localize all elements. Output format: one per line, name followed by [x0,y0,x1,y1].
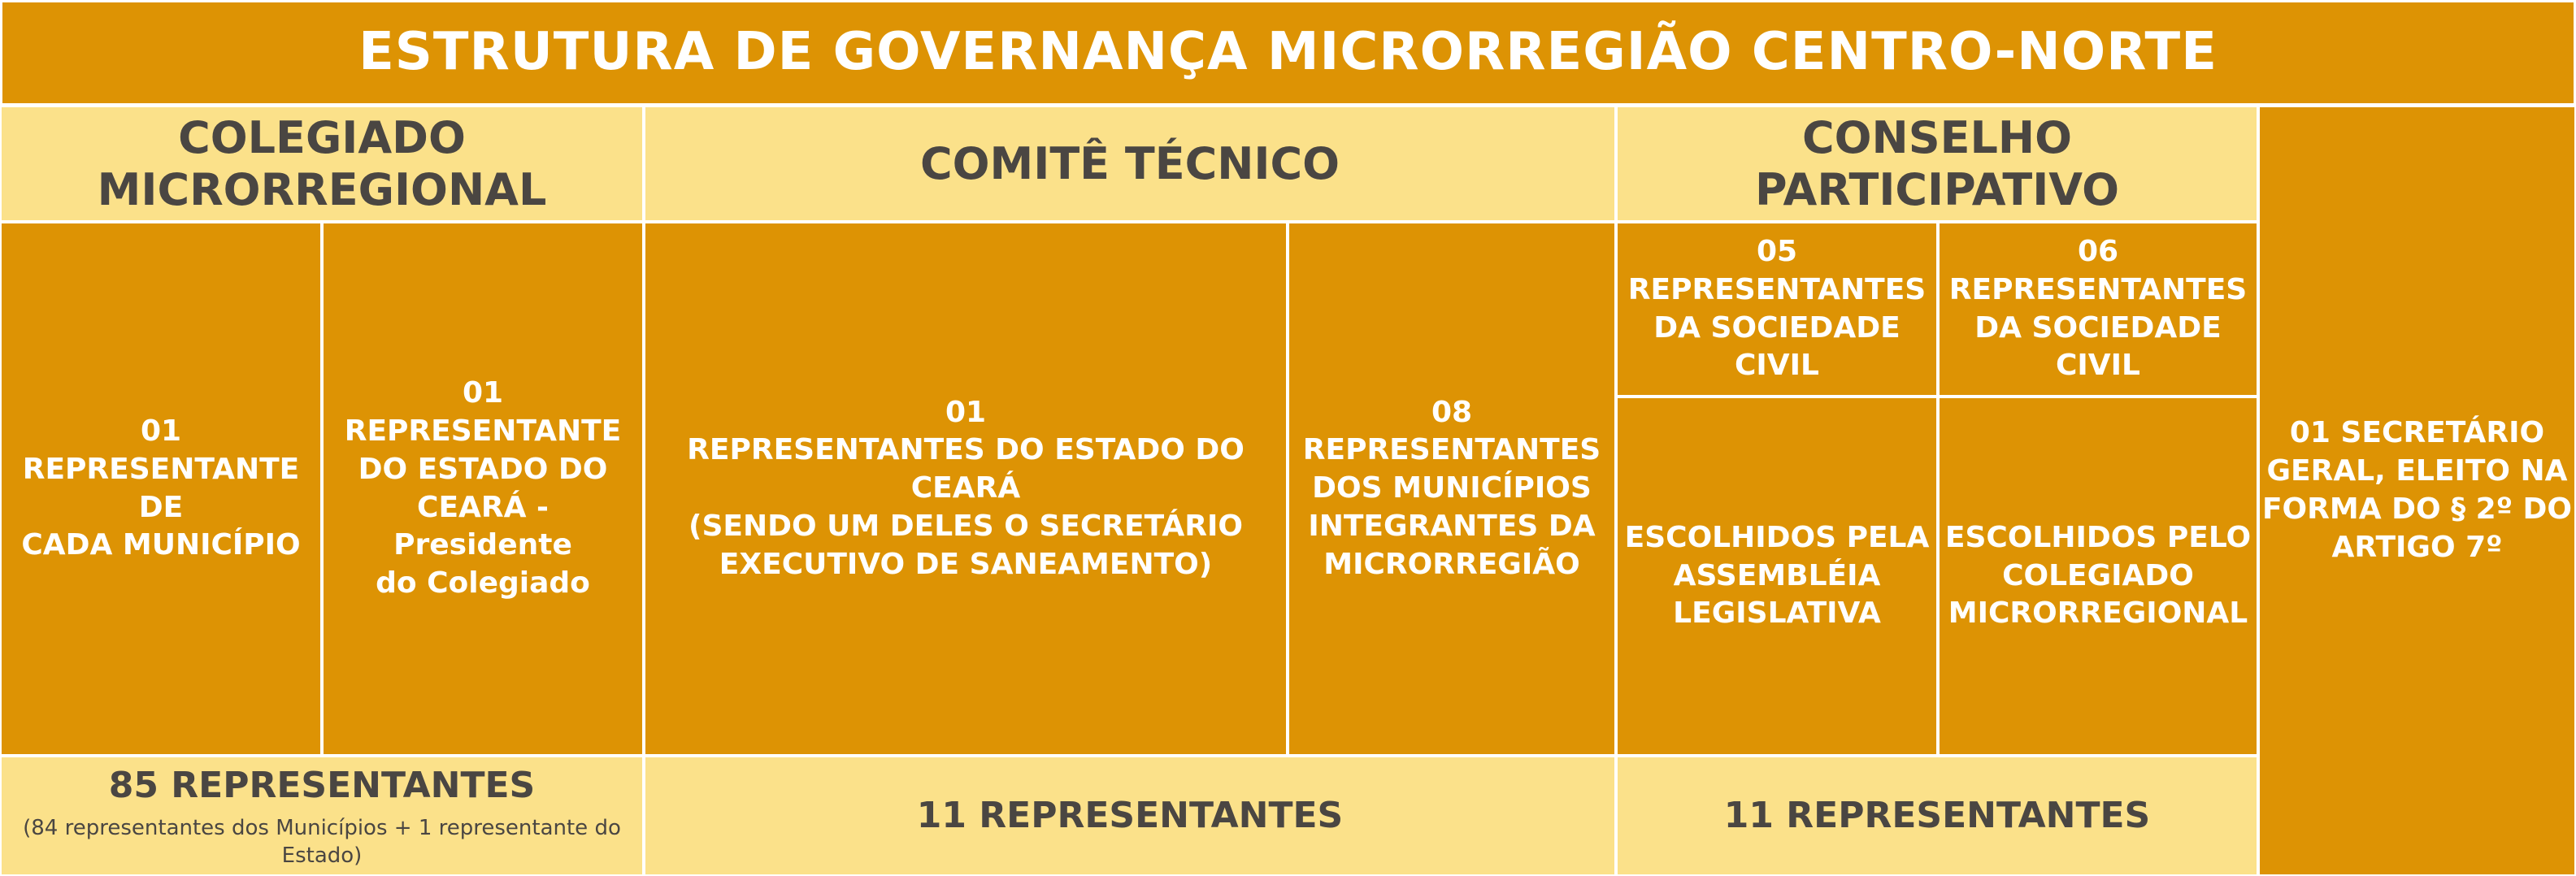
comite-member-estado: 01 REPRESENTANTES DO ESTADO DO CEARÁ (SENDO UM DELES O SECRETÁRIO EXECUTIVO DE SANEAMENTO) [644,222,1288,756]
secretario-cell: 01 SECRETÁRIO GERAL, ELEITO NA FORMA DO § 2º DO ARTIGO 7º [2258,106,2576,876]
colegiado-member-municipios: 01 REPRESENTANTE DE CADA MUNICÍPIO [0,222,322,756]
comite-total: 11 REPRESENTANTES [644,756,1616,876]
conselho-member-colegiado: 06 REPRESENTANTES DA SOCIEDADE CIVIL [1938,222,2258,397]
colegiado-total-note: (84 representantes dos Municípios + 1 representante do Estado) [23,815,621,868]
colegiado-member-estado: 01 REPRESENTANTE DO ESTADO DO CEARÁ - Presidente do Colegiado [322,222,644,756]
conselho-header: CONSELHO PARTICIPATIVO [1616,106,2258,222]
colegiado-total [0,756,644,876]
conselho-chosen-colegiado: ESCOLHIDOS PELO COLEGIADO MICRORREGIONAL [1938,397,2258,756]
comite-member-municipios: 08 REPRESENTANTES DOS MUNICÍPIOS INTEGRANTES DA MICRORREGIÃO [1288,222,1616,756]
colegiado-total-label: 85 REPRESENTANTES [108,764,536,806]
diagram-title: ESTRUTURA DE GOVERNANÇA MICRORREGIÃO CENTRO-NORTE [0,0,2576,106]
conselho-chosen-assembleia: ESCOLHIDOS PELA ASSEMBLÉIA LEGISLATIVA [1616,397,1938,756]
conselho-total: 11 REPRESENTANTES [1616,756,2258,876]
conselho-member-assembleia: 05 REPRESENTANTES DA SOCIEDADE CIVIL [1616,222,1938,397]
colegiado-header: COLEGIADO MICRORREGIONAL [0,106,644,222]
comite-header: COMITÊ TÉCNICO [644,106,1616,222]
